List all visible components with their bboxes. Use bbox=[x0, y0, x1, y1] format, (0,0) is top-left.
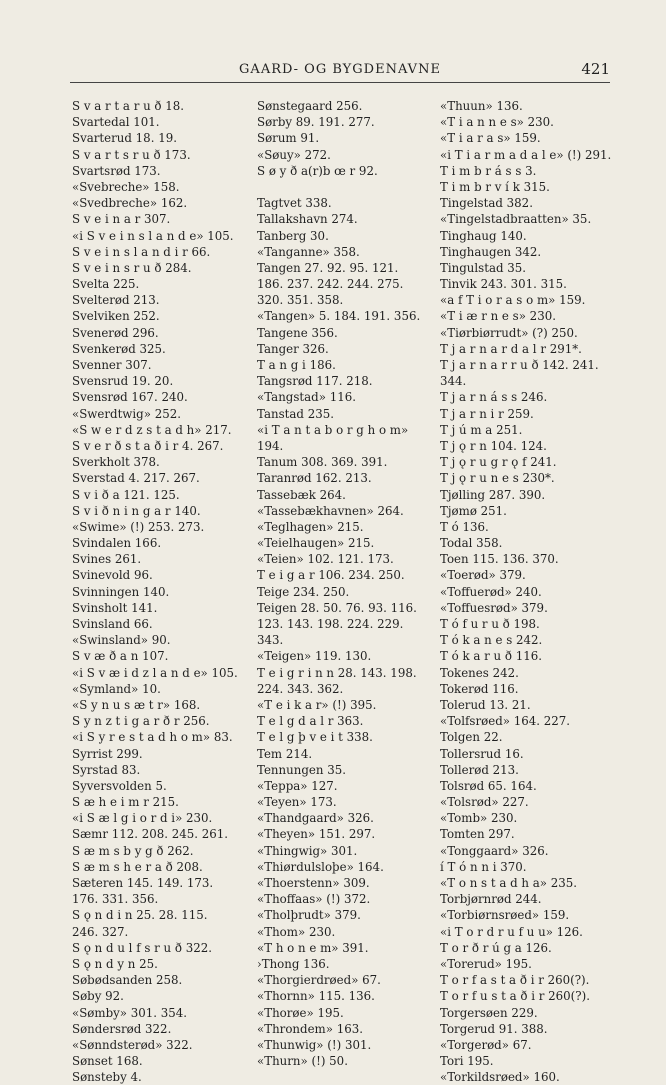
index-entry: «Thingwig» 301. bbox=[257, 843, 358, 858]
index-entry: Tori 195. bbox=[440, 1054, 494, 1069]
index-entry: «T h o n e m» 391. bbox=[257, 940, 369, 955]
index-entry: 246. 327. bbox=[72, 924, 129, 939]
page-number: 421 bbox=[581, 60, 610, 78]
index-entry: S æ m s h e r a ð 208. bbox=[72, 859, 203, 874]
index-entry: «Toffuerød» 240. bbox=[440, 584, 542, 599]
index-entry: 186. 237. 242. 244. 275. bbox=[257, 277, 404, 292]
index-entry: Tanstad 235. bbox=[257, 406, 334, 421]
index-entry: T j a r n i r 259. bbox=[440, 406, 534, 421]
index-entry: «Symland» 10. bbox=[72, 681, 161, 696]
index-entry: T o r ð r ú g a 126. bbox=[440, 940, 552, 955]
index-entry: T j a r n a r r u ð 142. 241. bbox=[440, 358, 599, 372]
index-entry: Tinghaugen 342. bbox=[440, 244, 542, 259]
index-entry: Tallakshavn 274. bbox=[257, 212, 358, 227]
index-entry: T i m b r v í k 315. bbox=[440, 179, 550, 194]
index-entry: «a f T i o r a s o m» 159. bbox=[440, 293, 586, 308]
index-entry: Tokenes 242. bbox=[440, 665, 519, 680]
index-entry: «Tomb» 230. bbox=[440, 811, 518, 826]
index-entry: T j ǫ r u n e s 230*. bbox=[440, 471, 555, 486]
index-entry: Tinvik 243. 301. 315. bbox=[440, 277, 567, 292]
index-entry: Tolsrød 65. 164. bbox=[440, 778, 537, 793]
index-entry: «Toffuesrød» 379. bbox=[440, 600, 548, 615]
index-entry: Syversvolden 5. bbox=[72, 778, 167, 793]
index-entry: Svensrød 167. 240. bbox=[72, 390, 188, 405]
index-entry: «i T o r d r u f u u» 126. bbox=[440, 924, 583, 939]
index-entry: Torgersøen 229. bbox=[440, 1005, 538, 1020]
index-entry: 194. bbox=[257, 438, 284, 453]
index-entry: Tanberg 30. bbox=[257, 228, 329, 243]
header-rule bbox=[70, 82, 610, 83]
index-entry: 320. 351. 358. bbox=[257, 293, 344, 308]
index-entry: Sæteren 145. 149. 173. bbox=[72, 876, 214, 890]
index-entry: «Theyen» 151. 297. bbox=[257, 827, 376, 842]
index-entry: «Swime» (!) 253. 273. bbox=[72, 519, 205, 534]
index-entry: «Svebreche» 158. bbox=[72, 179, 180, 194]
index-entry: 344. bbox=[440, 374, 467, 389]
index-entry: S v a r t a r u ð 18. bbox=[72, 99, 185, 113]
index-entry: S ǫ n d u l f s r u ð 322. bbox=[72, 940, 212, 955]
index-entry: T j a r n á s s 246. bbox=[440, 390, 548, 405]
index-entry: «Tholþrudt» 379. bbox=[257, 908, 361, 923]
index-entry: «Tiørbiørrudt» (?) 250. bbox=[440, 325, 578, 340]
index-entry: Syrstad 83. bbox=[72, 762, 141, 777]
index-entry: Svinsholt 141. bbox=[72, 600, 158, 615]
index-entry: «Thorøe» 195. bbox=[257, 1005, 344, 1020]
index-entry: Tangsrød 117. 218. bbox=[257, 374, 373, 389]
index-entry: Svartedal 101. bbox=[72, 115, 160, 130]
index-entry: Tagtvet 338. bbox=[257, 196, 332, 211]
index-entry: Svenerød 296. bbox=[72, 325, 159, 340]
index-entry: S y n z t i g a r ð r 256. bbox=[72, 714, 210, 729]
index-entry: T e i g r i n n 28. 143. 198. bbox=[257, 665, 417, 680]
index-entry: T j ú m a 251. bbox=[440, 422, 523, 437]
index-entry: «i T a n t a b o r g h o m» bbox=[257, 422, 409, 437]
index-entry: Teigen 28. 50. 76. 93. 116. bbox=[257, 600, 417, 615]
page-header bbox=[70, 60, 610, 84]
index-entry: «T i a n n e s» 230. bbox=[440, 115, 554, 130]
index-entry: «Teien» 102. 121. 173. bbox=[257, 552, 394, 567]
index-entry: Tjølling 287. 390. bbox=[440, 487, 546, 502]
index-entry: Svinevold 96. bbox=[72, 568, 153, 583]
index-entry: Toen 115. 136. 370. bbox=[440, 552, 559, 567]
index-entry: Svines 261. bbox=[72, 552, 142, 567]
running-title: GAARD- OG BYGDENAVNE bbox=[239, 62, 441, 77]
index-entry: «Tangstad» 116. bbox=[257, 390, 356, 405]
index-entry: Tassebæk 264. bbox=[257, 487, 346, 502]
index-entry: Syrrist 299. bbox=[72, 746, 143, 761]
index-entry: Tolerud 13. 21. bbox=[440, 697, 531, 712]
index-entry: S ǫ n d y n 25. bbox=[72, 956, 158, 971]
index-entry: «Thoffaas» (!) 372. bbox=[257, 892, 371, 907]
index-entry: «Tanganne» 358. bbox=[257, 244, 360, 259]
index-entry: «Thorgierdrøed» 67. bbox=[257, 973, 381, 988]
index-entry: «Throndem» 163. bbox=[257, 1021, 363, 1036]
index-entry: 224. 343. 362. bbox=[257, 681, 344, 696]
index-entry: Tanum 308. 369. 391. bbox=[257, 455, 388, 470]
index-entry: «Torbiørnsrøed» 159. bbox=[440, 908, 570, 923]
index-entry: «Teglhagen» 215. bbox=[257, 519, 364, 534]
index-entry: «Thiørdulsloþe» 164. bbox=[257, 859, 384, 874]
index-entry: S v e r ð s t a ð i r 4. 267. bbox=[72, 438, 224, 453]
index-entry: Tolgen 22. bbox=[440, 730, 503, 745]
index-entry: Tinghaug 140. bbox=[440, 228, 527, 243]
index-entry: «i S y r e s t a d h o m» 83. bbox=[72, 730, 233, 745]
index-entry: «Toerød» 379. bbox=[440, 568, 526, 583]
index-entry: S ø y ð a(r)b œ r 92. bbox=[257, 163, 378, 178]
index-entry: Tingulstad 35. bbox=[440, 260, 527, 275]
index-entry: Svindalen 166. bbox=[72, 536, 162, 551]
index-entry: «Tassebækhavnen» 264. bbox=[257, 503, 404, 518]
index-column-1 bbox=[72, 98, 248, 1085]
index-entry: S v æ ð a n 107. bbox=[72, 649, 169, 664]
index-entry: T o r f a s t a ð i r 260(?). bbox=[440, 973, 590, 988]
index-entry: Teige 234. 250. bbox=[257, 584, 350, 599]
index-entry: Søbødsanden 258. bbox=[72, 973, 183, 988]
index-entry: Svensrud 19. 20. bbox=[72, 374, 174, 389]
index-entry: «Thandgaard» 326. bbox=[257, 811, 374, 826]
index-entry: Sørum 91. bbox=[257, 131, 320, 146]
index-entry: T ó f u r u ð 198. bbox=[440, 617, 540, 631]
index-entry: «T o n s t a d h a» 235. bbox=[440, 876, 578, 890]
index-entry: «Tingelstadbraatten» 35. bbox=[440, 212, 592, 227]
index-entry: «T i a r a s» 159. bbox=[440, 131, 541, 146]
index-entry: S v i ð a 121. 125. bbox=[72, 487, 180, 502]
index-entry: «Teigen» 119. 130. bbox=[257, 649, 372, 664]
index-entry: Taranrød 162. 213. bbox=[257, 471, 372, 486]
index-entry: Svartsrød 173. bbox=[72, 163, 161, 178]
index-entry: T e l g þ v e i t 338. bbox=[257, 730, 373, 745]
index-entry: S v e i n s l a n d i r 66. bbox=[72, 244, 211, 259]
index-entry: «Tolsrød» 227. bbox=[440, 795, 529, 810]
index-entry: Sørby 89. 191. 277. bbox=[257, 115, 375, 130]
index-entry: T ó k a n e s 242. bbox=[440, 633, 543, 648]
index-entry: 176. 331. 356. bbox=[72, 892, 159, 907]
index-entry: «Torerud» 195. bbox=[440, 956, 532, 971]
index-entry: Svelta 225. bbox=[72, 277, 140, 292]
index-column-2 bbox=[257, 98, 433, 1069]
index-entry: Svelviken 252. bbox=[72, 309, 160, 324]
index-entry: Søndersrød 322. bbox=[72, 1021, 172, 1036]
index-entry: T j ǫ r u g r ǫ f 241. bbox=[440, 455, 557, 470]
index-entry: Tem 214. bbox=[257, 746, 313, 761]
index-column-3 bbox=[440, 98, 616, 1085]
index-entry: «i S æ l g i o r d i» 230. bbox=[72, 811, 213, 826]
index-entry: Tokerød 116. bbox=[440, 681, 519, 696]
index-entry: «S w e r d z s t a d h» 217. bbox=[72, 422, 232, 437]
index-entry: Svelterød 213. bbox=[72, 293, 160, 308]
index-entry: Todal 358. bbox=[440, 536, 503, 551]
index-entry: «T e i k a r» (!) 395. bbox=[257, 697, 377, 712]
index-entry: «Teppa» 127. bbox=[257, 778, 338, 793]
index-entry: S æ m s b y g ð 262. bbox=[72, 843, 194, 858]
index-entry: Svenner 307. bbox=[72, 358, 152, 372]
index-entry: «Thornn» 115. 136. bbox=[257, 989, 375, 1004]
index-entry: «Thunwig» (!) 301. bbox=[257, 1037, 372, 1052]
index-entry: Tangen 27. 92. 95. 121. bbox=[257, 260, 399, 275]
index-entry: «Tangen» 5. 184. 191. 356. bbox=[257, 309, 421, 324]
index-entry: «Teyen» 173. bbox=[257, 795, 337, 810]
index-entry: S ǫ n d i n 25. 28. 115. bbox=[72, 908, 208, 923]
index-entry: «Swerdtwig» 252. bbox=[72, 406, 181, 421]
index-entry: T e i g a r 106. 234. 250. bbox=[257, 568, 405, 583]
index-entry: «Tolfsrøed» 164. 227. bbox=[440, 714, 570, 729]
index-entry: Tomten 297. bbox=[440, 827, 515, 842]
index-entry: Sæmr 112. 208. 245. 261. bbox=[72, 827, 229, 842]
index-entry bbox=[257, 179, 433, 195]
index-entry: Tanger 326. bbox=[257, 341, 329, 356]
index-entry: «Torkildsrøed» 160. bbox=[440, 1070, 560, 1085]
index-entry: «Teielhaugen» 215. bbox=[257, 536, 375, 551]
index-entry: Torbjørnrød 244. bbox=[440, 892, 542, 907]
index-entry: T o r f u s t a ð i r 260(?). bbox=[440, 989, 590, 1004]
index-entry: S æ h e i m r 215. bbox=[72, 795, 179, 810]
index-entry: T ó 136. bbox=[440, 519, 489, 534]
index-entry: Svinsland 66. bbox=[72, 617, 153, 631]
index-entry: Svarterud 18. 19. bbox=[72, 131, 177, 146]
index-entry: «Thom» 230. bbox=[257, 924, 336, 939]
index-entry: í T ó n n i 370. bbox=[440, 859, 527, 874]
index-entry: «Swinsland» 90. bbox=[72, 633, 171, 648]
index-entry: Sønstegaard 256. bbox=[257, 99, 363, 113]
index-entry: «Thuun» 136. bbox=[440, 99, 523, 113]
index-entry: Tingelstad 382. bbox=[440, 196, 533, 211]
index-entry: «Søuy» 272. bbox=[257, 147, 331, 162]
index-entry: «i T i a r m a d a l e» (!) 291. bbox=[440, 147, 612, 162]
index-entry: S v e i n s r u ð 284. bbox=[72, 260, 192, 275]
index-entry: Sønset 168. bbox=[72, 1054, 143, 1069]
index-entry: «i S v e i n s l a n d e» 105. bbox=[72, 228, 234, 243]
index-entry: ›Thong 136. bbox=[257, 956, 330, 971]
index-entry: «Sømby» 301. 354. bbox=[72, 1005, 188, 1020]
index-entry: «Sønndsterød» 322. bbox=[72, 1037, 193, 1052]
index-entry: T e l g d a l r 363. bbox=[257, 714, 364, 729]
index-entry: Sverstad 4. 217. 267. bbox=[72, 471, 200, 486]
index-entry: 343. bbox=[257, 633, 284, 648]
index-entry: T a n g i 186. bbox=[257, 358, 336, 372]
index-entry: 123. 143. 198. 224. 229. bbox=[257, 617, 404, 631]
index-entry: «S y n u s æ t r» 168. bbox=[72, 697, 201, 712]
index-entry: Svinningen 140. bbox=[72, 584, 170, 599]
index-entry: S v e i n a r 307. bbox=[72, 212, 171, 227]
index-entry: Tangene 356. bbox=[257, 325, 338, 340]
index-entry: Tennungen 35. bbox=[257, 762, 346, 777]
index-entry: S v i ð n i n g a r 140. bbox=[72, 503, 201, 518]
index-entry: T ó k a r u ð 116. bbox=[440, 649, 543, 664]
index-entry: T i m b r á s s 3. bbox=[440, 163, 537, 178]
index-entry: Svenkerød 325. bbox=[72, 341, 166, 356]
index-entry: «Thoerstenn» 309. bbox=[257, 876, 370, 890]
index-entry: «Tonggaard» 326. bbox=[440, 843, 549, 858]
index-entry: «Thurn» (!) 50. bbox=[257, 1054, 348, 1069]
index-entry: Torgerud 91. 388. bbox=[440, 1021, 548, 1036]
index-entry: Sverkholt 378. bbox=[72, 455, 160, 470]
index-entry: Sønsteby 4. bbox=[72, 1070, 142, 1085]
index-entry: Tollersrud 16. bbox=[440, 746, 524, 761]
index-entry: «Torgerød» 67. bbox=[440, 1037, 532, 1052]
index-entry: T j a r n a r d a l r 291*. bbox=[440, 341, 582, 356]
index-entry: Tjømø 251. bbox=[440, 503, 507, 518]
index-entry: «T i æ r n e s» 230. bbox=[440, 309, 556, 324]
index-entry: «Svedbreche» 162. bbox=[72, 196, 188, 211]
index-entry: «i S v æ i d z l a n d e» 105. bbox=[72, 665, 238, 680]
index-entry: Tollerød 213. bbox=[440, 762, 519, 777]
index-entry: Søby 92. bbox=[72, 989, 124, 1004]
index-entry: T j ǫ r n 104. 124. bbox=[440, 438, 547, 453]
index-entry: S v a r t s r u ð 173. bbox=[72, 147, 191, 162]
